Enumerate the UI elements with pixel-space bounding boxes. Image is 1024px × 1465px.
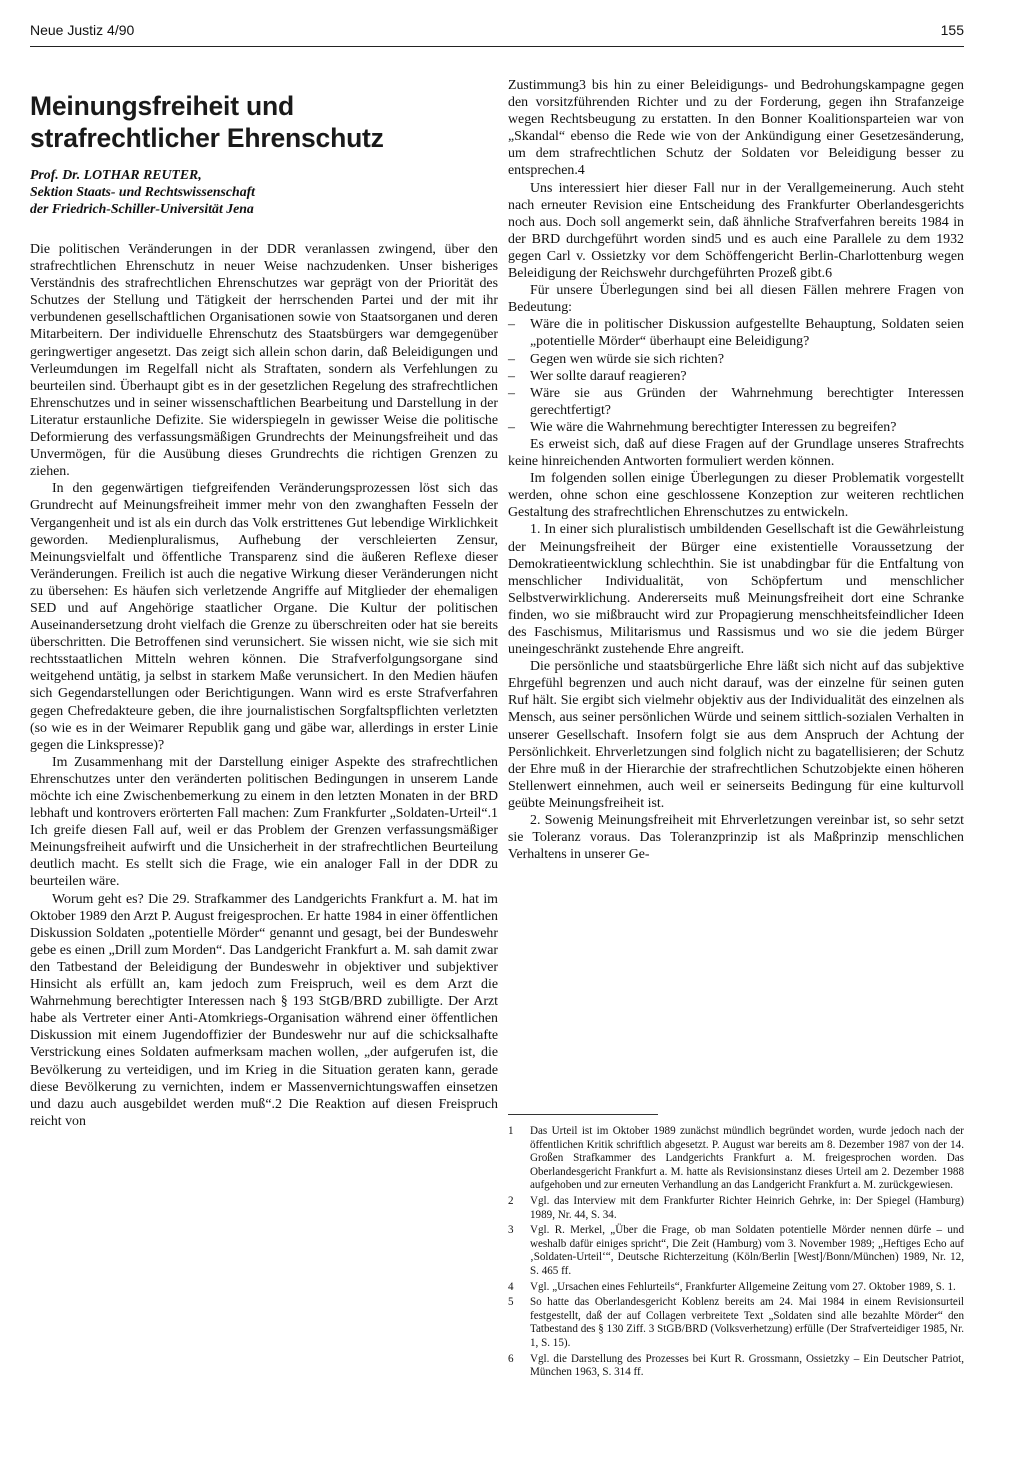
footnote-text: So hatte das Oberlandesgericht Koblenz bereits am 24. Mai 1984 in einem Revisionsurteil festgestellt, daß der auf Collagen verbreitete Text „Soldaten sind alle bezahlte Mörder“ den Tatbestand des § 130 Ziff. 3 StGB/BRD (Volksverhetzung) erfülle (Der Strafverteidiger 1985, Nr. 1, S. 15).	[530, 1296, 964, 1349]
question-item: – Gegen wen würde sie sich richten?	[508, 351, 964, 368]
footnote-number: 2	[508, 1194, 514, 1207]
paragraph: Worum geht es? Die 29. Strafkammer des Landgerichts Frankfurt a. M. hat im Oktober 1989 den Arzt P. August freigesprochen. Er hatte 1984 in einer öffentlichen Diskussion Soldaten „potentielle Mörder“ genannt und gesagt, bei der Bundeswehr gebe es einen „Drill zum Morden“. Das Landgericht Frankfurt a. M. sah damit zwar den Tatbestand der Beleidigung der Bundeswehr in objektiver und subjektiver Hinsicht als erfüllt an, kam jedoch zum Freispruch, weil es dem Arzt die Wahrnehmung berechtigter Interessen nach § 193 StGB/BRD zubilligte. Der Arzt habe als Vertreter einer Anti-Atomkriegs-Organisation während einer öffentlichen Diskussion mit einem Jugendoffizier der Bundeswehr nur auf die schicksalhafte Verstrickung eines Soldaten aufmerksam machen wollen, „der aufgerufen ist, die Bevölkerung zu verteidigen, und im Krieg in die Situation geraten kann, gerade diese Bevölkerung zu vernichten, indem er Massenvernichtungswaffen einsetzen und dazu auch ausgebildet werden muß“.2 Die Reaktion auf diesen Freispruch reicht von	[30, 891, 498, 1129]
author-name: Prof. Dr. LOTHAR REUTER,	[30, 167, 202, 182]
footnote	[508, 1125, 964, 1193]
question-list	[508, 316, 964, 436]
paragraph: Es erweist sich, daß auf diese Fragen auf der Grundlage unseres Strafrechts keine hinreichenden Antworten formuliert werden können.	[508, 436, 964, 470]
footnote-text: Das Urteil ist im Oktober 1989 zunächst mündlich begründet worden, wurde jedoch nach der öffentlichen Kritik schriftlich abgesetzt. P. August war bereits am 8. Dezember 1987 von der 14. Großen Strafkammer des Landgerichts Frankfurt a. M. freigesprochen worden. Das Oberlandesgericht Frankfurt a. M. hatte als Revisionsinstanz dieses Urteil am 2. Dezember 1988 aufgehoben und zur erneuten Verhandlung an das Landgericht Frankfurt a. M. zurückgewiesen.	[530, 1125, 964, 1192]
running-head	[30, 18, 964, 47]
footnote	[508, 1296, 964, 1350]
paragraph: Im folgenden sollen einige Überlegungen zu dieser Problematik vorgestellt werden, ohne schon eine geschlossene Konzeption zur weiteren rechtlichen Gestaltung des strafrechtlichen Ehrenschutzes zu entwickeln.	[508, 471, 964, 521]
question-item: – Wäre sie aus Gründen der Wahrnehmung berechtigter Interessen gerechtfertigt?	[508, 385, 964, 419]
page-number: 155	[940, 22, 964, 38]
footnotes	[508, 1114, 964, 1382]
footnote-number: 1	[508, 1125, 514, 1137]
article-title	[30, 90, 498, 154]
question-item: – Wer sollte darauf reagieren?	[508, 368, 964, 385]
paragraph: In den gegenwärtigen tiefgreifenden Veränderungsprozessen löst sich das Grundrecht auf Meinungsfreiheit immer mehr von den zwanghaften Fesseln der Vergangenheit und ist als ein durch das Volk erstrittenes Gut lebendige Wirklichkeit geworden. Medienpluralismus, Aufhebung der verschleierten Zensur, Meinungsvielfalt und öffentliche Transparenz sind die äußeren Reflexe dieser Veränderungen. Freilich ist auch die negative Wirkung dieser Veränderungen nicht zu übersehen: Es häufen sich verletzende Angriffe auf Mitglieder der ehemaligen SED und auf Angehörige staatlicher Organe. Die Kultur der politischen Auseinandersetzung droht vielfach die Grenze zu überschreiten oder hat sie bereits überschritten. Die Betroffenen sind verunsichert. Sie wissen nicht, wie sie sich mit rechtsstaatlichen Mitteln wehren können. Die Strafverfolgungsorgane sind weitgehend untätig, ja selbst in starkem Maße verunsichert. In den Medien häufen sich Gegendarstellungen oder Berichtigungen. Wann wird es erste Strafverfahren gegen Chefredakteure geben, die ihre journalistischen Sorgfaltspflichten verletzten (so wie es in der Weimarer Republik gang und gäbe war, allerdings in erster Linie gegen die Linkspresse)?	[30, 481, 498, 753]
journal-reference: Neue Justiz 4/90	[30, 22, 135, 38]
footnote-number: 4	[508, 1280, 514, 1293]
paragraph: Die persönliche und staatsbürgerliche Ehre läßt sich nicht auf das subjektive Ehrgefühl begrenzen und auch nicht darauf, was der einzelne für seinen guten Ruf hält. Sie ergibt sich vielmehr objektiv aus der Individualität des einzelnen als Mensch, aus seiner persönlichen Würde und seinem sittlich-sozialen Verhalten in unserer Gesellschaft. Insofern folgt sie aus dem Anspruch der Achtung der Persönlichkeit. Ehrverletzungen sind folglich nicht zu bagatellisieren; der Schutz der Ehre muß in der Hierarchie der strafrechtlichen Schutzobjekte einen höheren Stellenwert einnehmen, auch weil er seinerseits Bedingung für eine kulturvoll geübte Meinungsfreiheit ist.	[508, 659, 964, 811]
byline	[30, 166, 498, 217]
paragraph: 2. Sowenig Meinungsfreiheit mit Ehrverletzungen vereinbar ist, so sehr setzt sie Toleranz voraus. Das Toleranzprinzip ist als Maßprinzip menschlichen Verhaltens in unserer Ge-	[508, 813, 964, 863]
footnote-text: Vgl. R. Merkel, „Über die Frage, ob man Soldaten potentielle Mörder nennen dürfe – und weshalb dafür einiges spricht“, Die Zeit (Hamburg) vom 3. November 1989; „Heftiges Echo auf ‚Soldaten-Urteil‘“, Deutsche Richterzeitung (Köln/Berlin [West]/Bonn/München) 1989, Nr. 12, S. 465 ff.	[530, 1224, 964, 1277]
paragraph: Für unsere Überlegungen sind bei all diesen Fällen mehrere Fragen von Bedeutung:	[508, 283, 964, 316]
paragraph: Uns interessiert hier dieser Fall nur in der Verallgemeinerung. Auch steht nach erneuter Revision eine Entscheidung des Frankfurter Oberlandesgerichts noch aus. Doch soll angemerkt sein, daß ähnliche Strafverfahren bereits 1984 in der BRD durchgeführt worden sind5 und es auch eine Parallele zu dem 1932 gegen Carl v. Ossietzky vor dem Schöffengericht Berlin-Charlottenburg wegen Beleidigung der Reichswehr durchgeführten Prozeß gibt.6	[508, 180, 964, 282]
footnote	[508, 1195, 964, 1222]
footnote-text: Vgl. „Ursachen eines Fehlurteils“, Frankfurter Allgemeine Zeitung vom 27. Oktober 1989, S. 1.	[530, 1280, 956, 1293]
footnote	[508, 1353, 964, 1380]
footnote-number: 6	[508, 1352, 514, 1365]
question-item: – Wäre die in politischer Diskussion aufgestellte Behauptung, Soldaten seien „potentielle Mörder“ überhaupt eine Beleidigung?	[508, 316, 964, 350]
left-column	[30, 56, 498, 1130]
footnote	[508, 1224, 964, 1278]
article-title-line-1: Meinungsfreiheit und	[30, 91, 294, 121]
footnote-number: 5	[508, 1296, 514, 1309]
right-column	[508, 77, 964, 863]
footnote-text: Vgl. die Darstellung des Prozesses bei Kurt R. Grossmann, Ossietzky – Ein Deutscher Patriot, München 1963, S. 314 ff.	[530, 1352, 964, 1379]
footnote-text: Vgl. das Interview mit dem Frankfurter Richter Heinrich Gehrke, in: Der Spiegel (Hamburg) 1989, Nr. 44, S. 34.	[530, 1194, 964, 1221]
paragraph: 1. In einer sich pluralistisch umbildenden Gesellschaft ist die Gewährleistung der Meinungsfreiheit der Bürger eine existentielle Voraussetzung der Demokratieentwicklung schlechthin. Sie ist unabdingbar für die Entfaltung von menschlicher Individualität, von Schöpfertum und menschlicher Selbstverwirklichung. Andererseits muß Meinungsfreiheit dort eine Schranke finden, wo sie mißbraucht wird zur Propagierung menschheitsfeindlicher Ideen des Faschismus, Militarismus und Rassismus und wo sie die jedem Bürger uneingeschränkt zustehende Ehre angreift.	[508, 522, 964, 658]
author-affiliation-1: Sektion Staats- und Rechtswissenschaft	[30, 184, 256, 199]
author-affiliation-2: der Friedrich-Schiller-Universität Jena	[30, 201, 254, 216]
question-item: – Wie wäre die Wahrnehmung berechtigter Interessen zu begreifen?	[508, 419, 964, 436]
footnote	[508, 1281, 964, 1295]
article-title-line-2: strafrechtlicher Ehrenschutz	[30, 123, 384, 153]
footnote-rule	[508, 1114, 658, 1115]
paragraph: Zustimmung3 bis hin zu einer Beleidigungs- und Bedrohungskampagne gegen den vorsitzführenden Richter und zu der Forderung, gegen ihn Strafanzeige wegen Rechtsbeugung zu erstatten. In den Bonner Koalitionsparteien war von „Skandal“ ebenso die Rede wie von der Ankündigung einer Gesetzesänderung, um dem strafrechtlichen Schutz der Soldaten vor Beleidigung besser zu entsprechen.4	[508, 78, 964, 179]
paragraph: Die politischen Veränderungen in der DDR veranlassen zwingend, über den strafrechtlichen Ehrenschutz in neuer Weise nachzudenken. Unser bisheriges Verständnis des strafrechtlichen Ehrenschutzes war geprägt von der Priorität des Schutzes der Stellung und Tätigkeit der herrschenden Partei und der mit ihr verbundenen gesellschaftlichen Organisationen sowie von Staatsorganen und deren Mitarbeitern. Der individuelle Ehrenschutz des Staatsbürgers war demgegenüber geringwertiger angesetzt. Das zeigt sich allein schon darin, daß Beleidigungen und Verleumdungen im Regelfall nicht als Straftaten, sondern als Verfehlungen zu beurteilen sind. Überhaupt gibt es in der gesetzlichen Regelung des strafrechtlichen Ehrenschutzes und in seiner wissenschaftlichen Bearbeitung und Darstellung in der Literatur erstaunliche Defizite. Sie widerspiegeln in gewisser Weise die politische Deformierung des verfassungsmäßigen Grundrechts der Meinungsfreiheit und das Unvermögen, für die Ausübung dieses Grundrechts die richtigen Grenzen zu ziehen.	[30, 242, 498, 480]
paragraph: Im Zusammenhang mit der Darstellung einiger Aspekte des strafrechtlichen Ehrenschutzes unter den veränderten politischen Bedingungen in unserem Lande möchte ich eine Zwischenbemerkung zu einem in den letzten Monaten in der BRD lebhaft und kontrovers erörterten Fall machen: Zum Frankfurter „Soldaten-Urteil“.1 Ich greife diesen Fall auf, weil er das Problem der Grenzen verfassungsmäßiger Meinungsfreiheit aufwirft und die Unsicherheit in der strafrechtlichen Beurteilung deutlich macht. Es stellt sich die Frage, wie ein analoger Fall in der DDR zu beurteilen wäre.	[30, 754, 498, 890]
footnote-number: 3	[508, 1224, 514, 1237]
